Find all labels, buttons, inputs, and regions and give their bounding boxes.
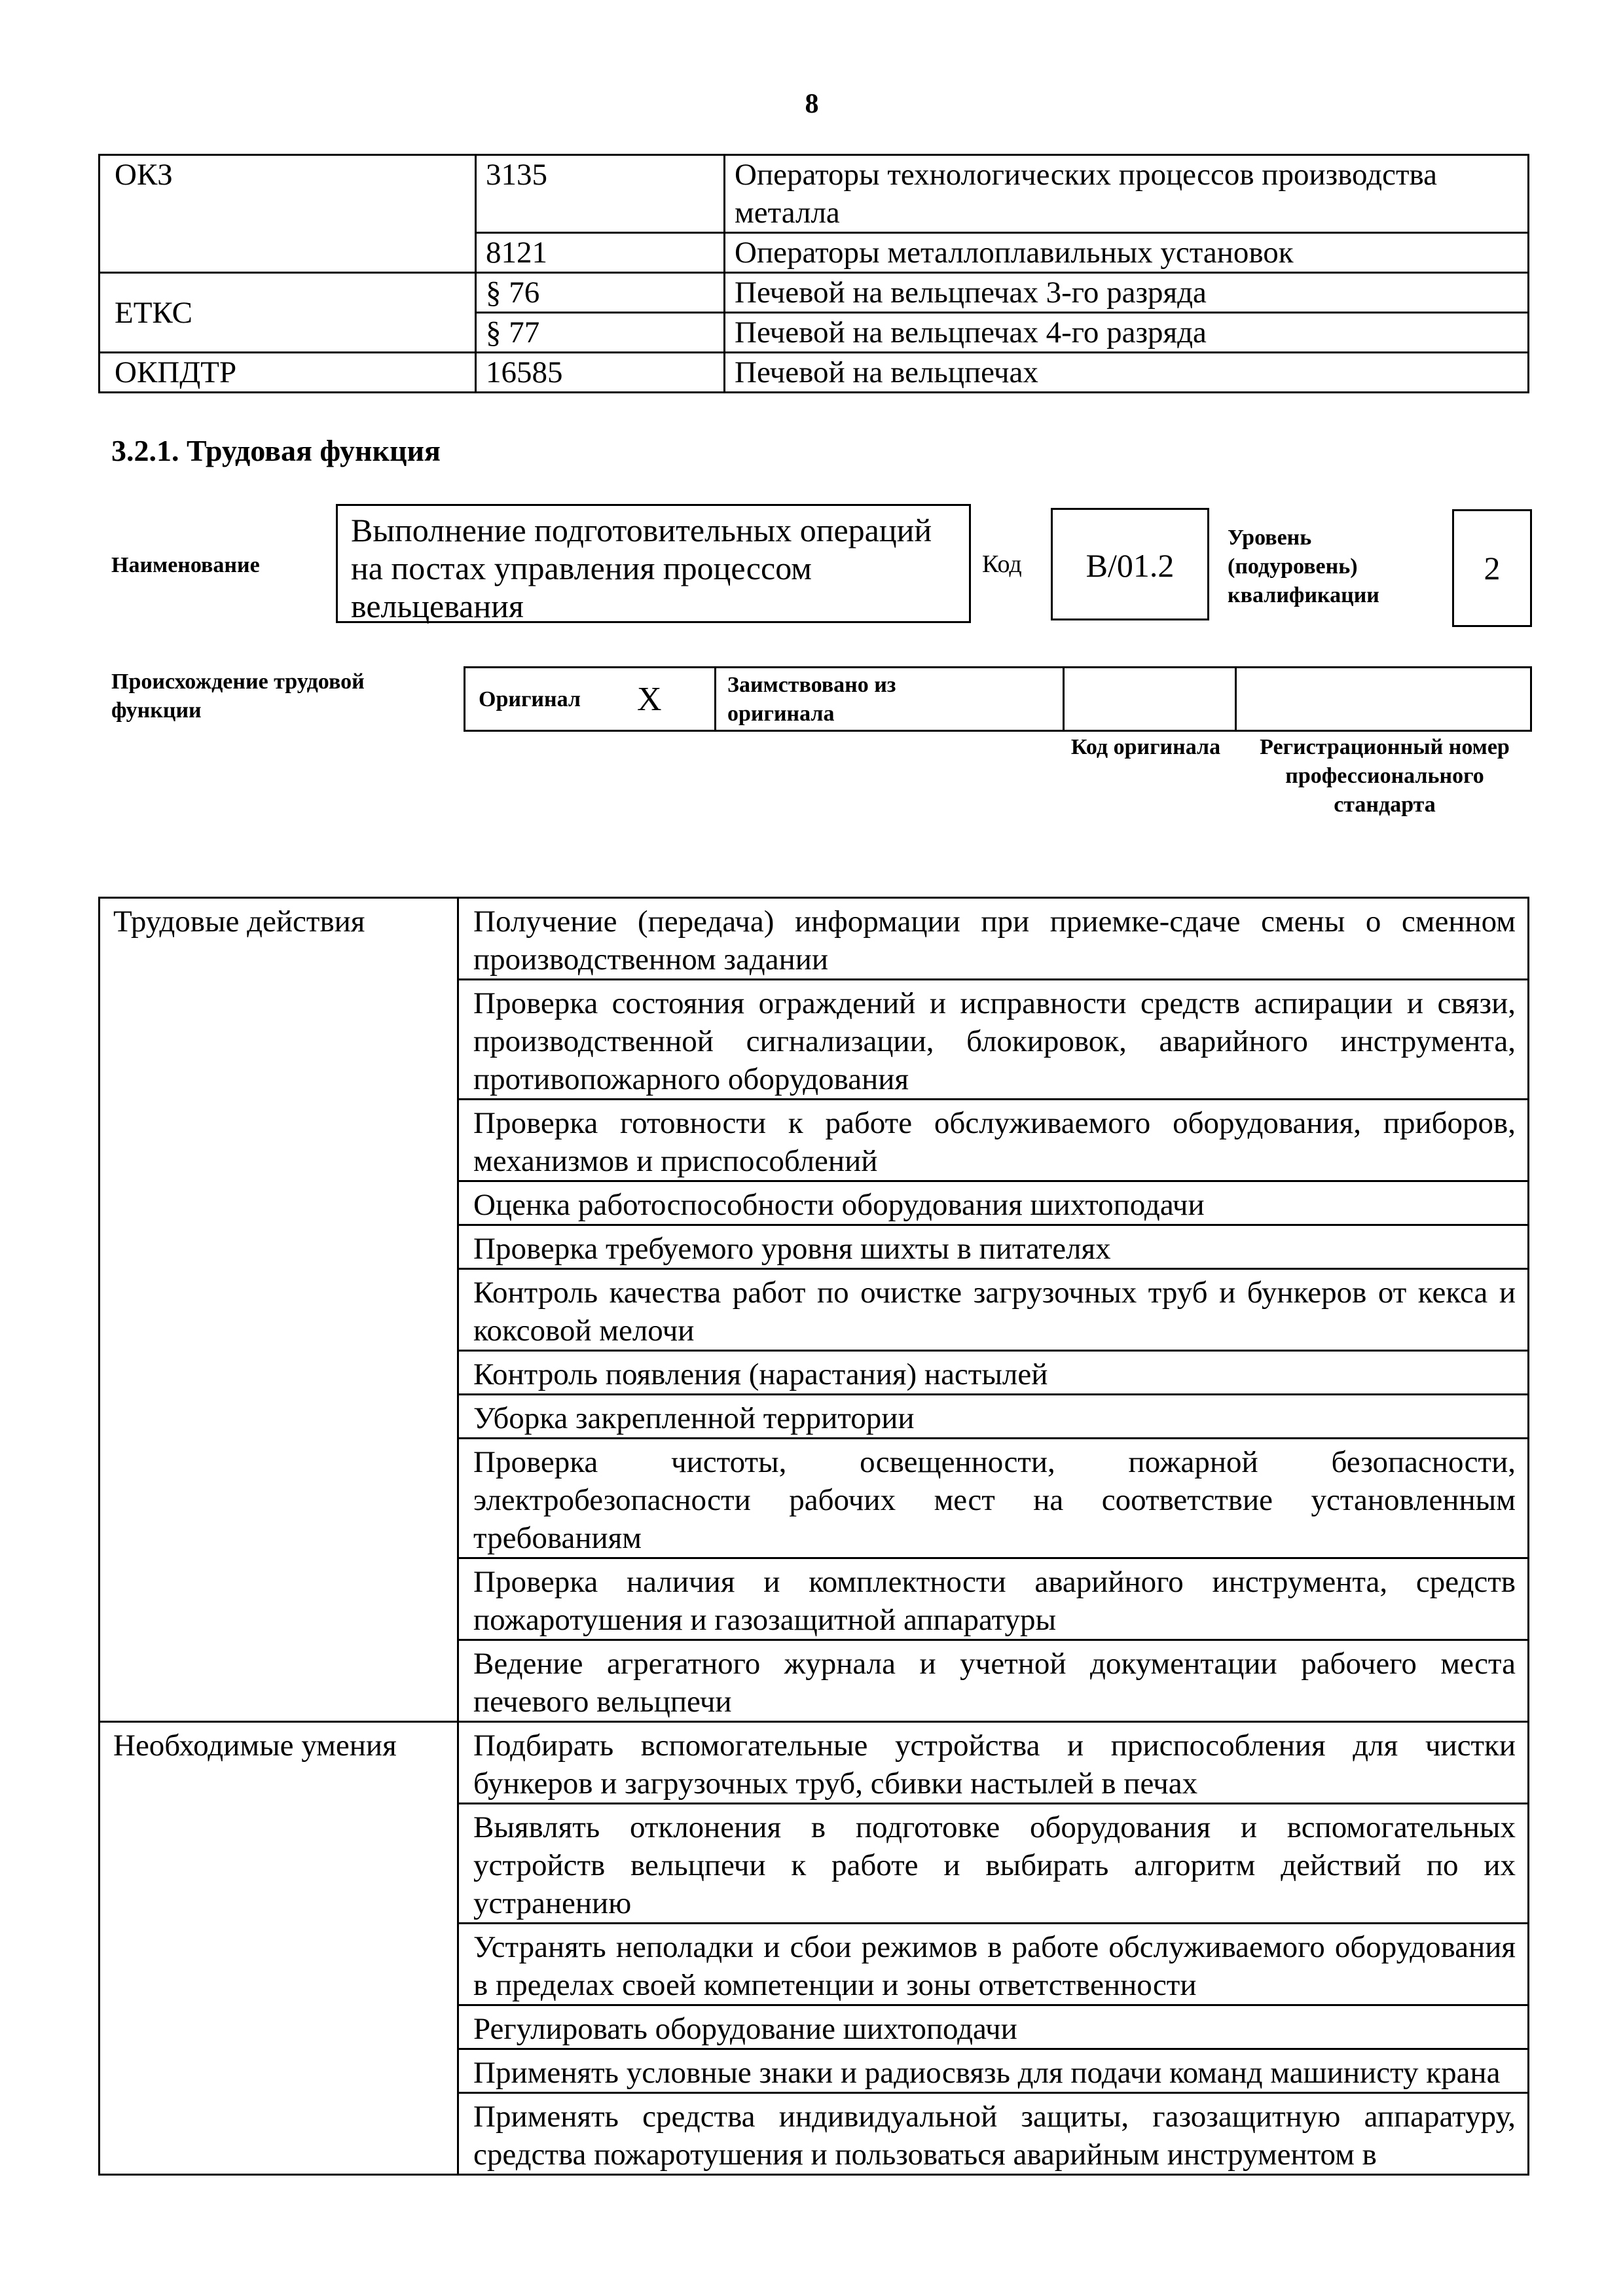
code-cell: § 76 bbox=[476, 273, 725, 313]
skill-item: Подбирать вспомогательные устройства и приспособления для чистки бункеров и загрузочных труб, сбивки настылей в печах bbox=[458, 1722, 1529, 1804]
divider bbox=[1063, 668, 1065, 730]
labor-action-item: Получение (передача) информации при приемке-сдаче смены о сменном производственном задании bbox=[458, 898, 1529, 980]
labor-actions-label: Трудовые действия bbox=[100, 898, 458, 1722]
table-row bbox=[100, 898, 1529, 980]
name-cell: Печевой на вельцпечах bbox=[725, 353, 1529, 393]
name-cell: Печевой на вельцпечах 4-го разряда bbox=[725, 313, 1529, 353]
labor-action-item: Проверка наличия и комплектности аварийного инструмента, средств пожаротушения и газозащитной аппаратуры bbox=[458, 1558, 1529, 1640]
level-value-box: 2 bbox=[1452, 509, 1532, 627]
labor-action-item: Контроль качества работ по очистке загрузочных труб и бункеров от кекса и коксовой мелочи bbox=[458, 1269, 1529, 1351]
original-mark: X bbox=[637, 681, 662, 718]
labor-action-item: Проверка чистоты, освещенности, пожарной безопасности, электробезопасности рабочих мест на соответствие установленным требованиям bbox=[458, 1439, 1529, 1558]
code-cell: 8121 bbox=[476, 233, 725, 273]
etks-cell: ЕТКС bbox=[100, 273, 476, 353]
original-label: Оригинал bbox=[479, 687, 581, 711]
origin-box bbox=[464, 666, 1532, 732]
labor-action-item: Оценка работоспособности оборудования шихтоподачи bbox=[458, 1181, 1529, 1225]
skill-item: Применять условные знаки и радиосвязь для подачи команд машинисту крана bbox=[458, 2049, 1529, 2093]
divider bbox=[1235, 668, 1237, 730]
skill-item: Применять средства индивидуальной защиты, газозащитную аппаратуру, средства пожаротушения и пользоваться аварийным инструментом в bbox=[458, 2093, 1529, 2175]
okpdtr-cell: ОКПДТР bbox=[100, 353, 476, 393]
function-name-box: Выполнение подготовительных операций на постах управления процессом вельцевания bbox=[336, 504, 971, 623]
code-cell: 3135 bbox=[476, 155, 725, 233]
table-row bbox=[100, 353, 1529, 393]
page-number: 8 bbox=[805, 89, 819, 119]
main-table bbox=[98, 897, 1529, 2176]
code-cell: § 77 bbox=[476, 313, 725, 353]
table-row bbox=[100, 1722, 1529, 1804]
name-cell: Печевой на вельцпечах 3-го разряда bbox=[725, 273, 1529, 313]
skill-item: Устранять неполадки и сбои режимов в работе обслуживаемого оборудования в пределах своей компетенции и зоны ответственности bbox=[458, 1924, 1529, 2005]
labor-action-item: Проверка готовности к работе обслуживаемого оборудования, приборов, механизмов и приспособлений bbox=[458, 1100, 1529, 1181]
labor-action-item: Проверка требуемого уровня шихты в питателях bbox=[458, 1225, 1529, 1269]
labor-action-item: Уборка закрепленной территории bbox=[458, 1395, 1529, 1439]
borrowed-label: Заимствовано из оригинала bbox=[727, 673, 896, 726]
divider bbox=[714, 668, 716, 730]
name-label: Наименование bbox=[111, 553, 260, 577]
skills-label: Необходимые умения bbox=[100, 1722, 458, 2175]
classification-table bbox=[98, 154, 1529, 393]
function-code-box: В/01.2 bbox=[1051, 508, 1209, 620]
origin-label: Происхождение трудовой функции bbox=[111, 670, 365, 723]
code-label: Код bbox=[982, 550, 1022, 578]
code-cell: 16585 bbox=[476, 353, 725, 393]
name-cell: Операторы металлоплавильных установок bbox=[725, 233, 1529, 273]
table-row bbox=[100, 155, 1529, 233]
labor-action-item: Ведение агрегатного журнала и учетной документации рабочего места печевого вельцпечи bbox=[458, 1640, 1529, 1722]
table-row bbox=[100, 273, 1529, 313]
reg-caption: Регистрационный номер профессионального стандарта bbox=[1260, 735, 1510, 817]
level-label: Уровень (подуровень) квалификации bbox=[1228, 526, 1379, 607]
name-cell: Операторы технологических процессов производства металла bbox=[725, 155, 1529, 233]
section-title: 3.2.1. Трудовая функция bbox=[111, 434, 441, 467]
labor-action-item: Проверка состояния ограждений и исправности средств аспирации и связи, производственной сигнализации, блокировок, аварийного инструмента, противопожарного оборудования bbox=[458, 980, 1529, 1100]
skill-item: Регулировать оборудование шихтоподачи bbox=[458, 2005, 1529, 2049]
code-caption: Код оригинала bbox=[1070, 735, 1221, 759]
skill-item: Выявлять отклонения в подготовке оборудования и вспомогательных устройств вельцпечи к работе и выбирать алгоритм действий по их устранению bbox=[458, 1804, 1529, 1924]
labor-action-item: Контроль появления (нарастания) настылей bbox=[458, 1351, 1529, 1395]
okz-cell: ОКЗ bbox=[100, 155, 476, 273]
